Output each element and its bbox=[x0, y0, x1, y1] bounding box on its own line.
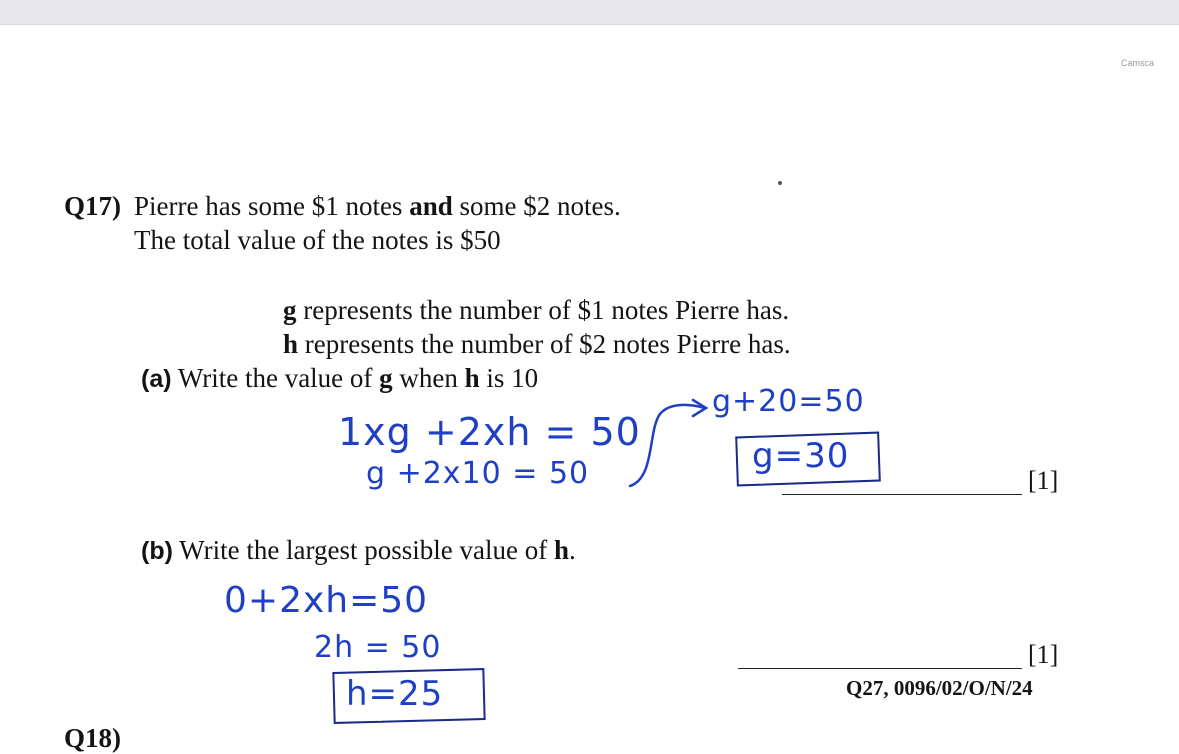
part-a-answer: g=30 bbox=[752, 436, 850, 476]
part-b-working-2: 2h = 50 bbox=[314, 630, 442, 665]
working-squiggle-arrow bbox=[630, 405, 705, 486]
part-a-text-2: when bbox=[392, 363, 465, 393]
q17-line-1-b: some $2 notes. bbox=[452, 191, 621, 221]
h-symbol: h bbox=[283, 329, 299, 359]
part-a-g: g bbox=[379, 363, 393, 393]
part-b-label: (b) bbox=[141, 537, 173, 565]
part-a-working-2: g +2x10 = 50 bbox=[366, 456, 590, 491]
q17-line-2: The total value of the notes is $50 bbox=[134, 225, 501, 255]
q17-line-1-a: Pierre has some $1 notes bbox=[134, 191, 410, 221]
part-b-text-1: Write the largest possible value of bbox=[172, 535, 554, 565]
question-number-q17: Q17) bbox=[64, 191, 121, 221]
question-number-q18: Q18) bbox=[64, 723, 121, 753]
corner-scan-watermark: Camsca bbox=[1121, 58, 1155, 68]
part-a-working-3: g+20=50 bbox=[712, 384, 865, 419]
part-a-text-1: Write the value of bbox=[171, 363, 380, 393]
h-definition-text: represents the number of $2 notes Pierre has. bbox=[298, 329, 791, 359]
source-reference: Q27, 0096/02/O/N/24 bbox=[846, 676, 1033, 700]
part-a-label: (a) bbox=[141, 365, 172, 393]
part-b-answer: h=25 bbox=[346, 674, 444, 714]
part-b-working-1: 0+2xh=50 bbox=[224, 580, 429, 621]
part-a-working-1: 1xg +2xh = 50 bbox=[338, 410, 641, 454]
arrow-head bbox=[693, 400, 706, 416]
part-a-text-3: is 10 bbox=[479, 363, 539, 393]
part-a-marks: [1] bbox=[1028, 466, 1059, 495]
g-symbol: g bbox=[283, 295, 297, 325]
q17-line-1-and: and bbox=[409, 191, 453, 221]
part-a-h: h bbox=[464, 363, 480, 393]
g-definition-text: represents the number of $1 notes Pierre has. bbox=[296, 295, 790, 325]
part-b-text-2: . bbox=[569, 535, 576, 565]
part-b-marks: [1] bbox=[1028, 640, 1059, 669]
part-b-h: h bbox=[554, 535, 570, 565]
stray-dot bbox=[778, 181, 782, 185]
